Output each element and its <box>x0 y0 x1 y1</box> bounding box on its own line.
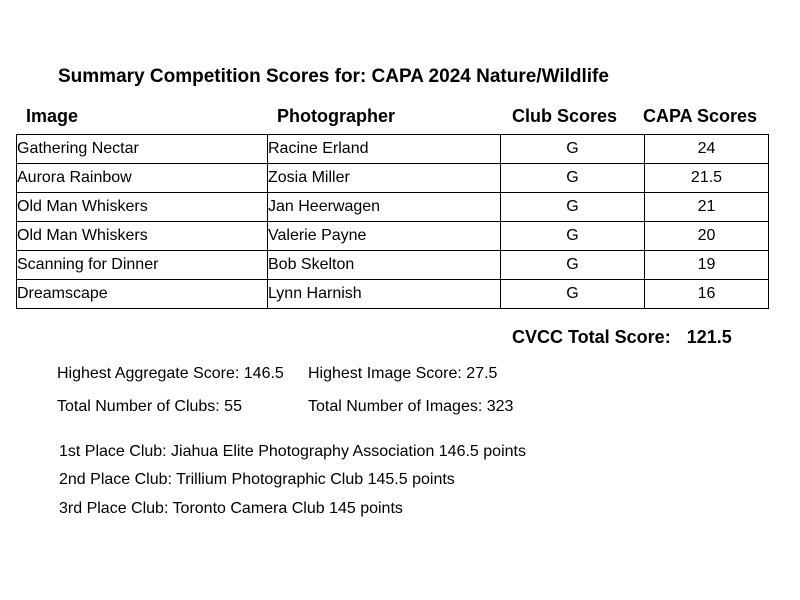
highest-image-score: Highest Image Score: 27.5 <box>308 365 498 382</box>
second-place-club: 2nd Place Club: Trillium Photographic Club 145.5 points <box>59 471 455 488</box>
total-score-value: 121.5 <box>686 327 732 347</box>
table-row <box>17 222 769 251</box>
cell-club-score: G <box>501 164 645 193</box>
table-row <box>17 251 769 280</box>
cell-club-score: G <box>501 251 645 280</box>
column-header-capa-scores: CAPA Scores <box>643 106 758 126</box>
cell-capa-score: 20 <box>645 222 769 251</box>
cell-image: Old Man Whiskers <box>17 222 268 251</box>
column-header-club-scores: Club Scores <box>512 106 618 126</box>
cell-photographer: Lynn Harnish <box>268 280 501 309</box>
highest-aggregate-score: Highest Aggregate Score: 146.5 <box>57 365 284 382</box>
cell-club-score: G <box>501 193 645 222</box>
table-row <box>17 164 769 193</box>
table-row <box>17 280 769 309</box>
total-score-label: CVCC Total Score: <box>512 327 671 347</box>
cell-image: Gathering Nectar <box>17 135 268 164</box>
table-row <box>17 135 769 164</box>
cell-club-score: G <box>501 135 645 164</box>
cell-capa-score: 19 <box>645 251 769 280</box>
column-header-photographer: Photographer <box>277 106 396 126</box>
cell-capa-score: 21 <box>645 193 769 222</box>
cell-capa-score: 21.5 <box>645 164 769 193</box>
total-number-of-images: Total Number of Images: 323 <box>308 398 514 415</box>
cell-photographer: Jan Heerwagen <box>268 193 501 222</box>
cell-capa-score: 24 <box>645 135 769 164</box>
cell-club-score: G <box>501 222 645 251</box>
cell-photographer: Zosia Miller <box>268 164 501 193</box>
first-place-club: 1st Place Club: Jiahua Elite Photography Association 146.5 points <box>59 443 526 460</box>
cell-photographer: Bob Skelton <box>268 251 501 280</box>
column-header-image: Image <box>26 106 79 126</box>
cell-capa-score: 16 <box>645 280 769 309</box>
cell-photographer: Racine Erland <box>268 135 501 164</box>
cell-image: Aurora Rainbow <box>17 164 268 193</box>
cell-photographer: Valerie Payne <box>268 222 501 251</box>
total-number-of-clubs: Total Number of Clubs: 55 <box>57 398 242 415</box>
total-score <box>512 327 732 348</box>
third-place-club: 3rd Place Club: Toronto Camera Club 145 points <box>59 500 403 517</box>
cell-image: Scanning for Dinner <box>17 251 268 280</box>
page-title: Summary Competition Scores for: CAPA 2024 Nature/Wildlife <box>58 66 609 87</box>
cell-club-score: G <box>501 280 645 309</box>
cell-image: Dreamscape <box>17 280 268 309</box>
table-row <box>17 193 769 222</box>
cell-image: Old Man Whiskers <box>17 193 268 222</box>
scores-table <box>16 134 769 309</box>
